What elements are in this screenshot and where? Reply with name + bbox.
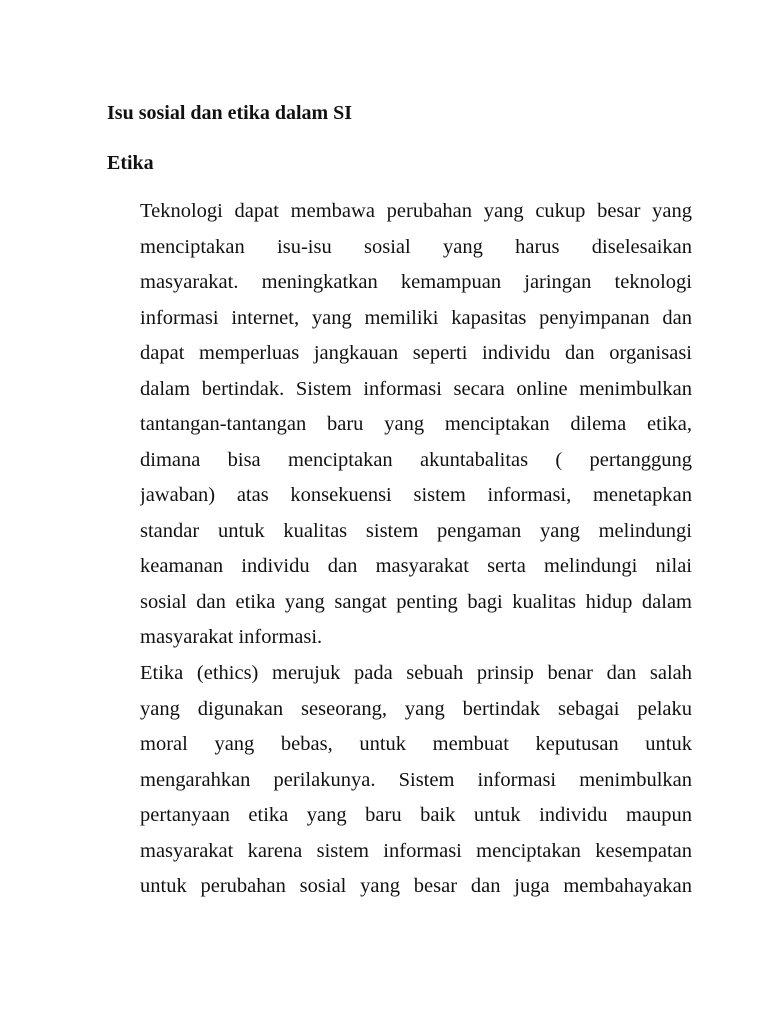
paragraph-line: masyarakat informasi. <box>140 626 323 648</box>
paragraph-line: masyarakat. meningkatkan kemampuan jaringan teknologi <box>140 271 692 293</box>
paragraph-line: moral yang bebas, untuk membuat keputusan untuk <box>140 733 692 755</box>
paragraph-line: dapat memperluas jangkauan seperti individu dan organisasi <box>140 342 692 364</box>
paragraph-line: standar untuk kualitas sistem pengaman yang melindungi <box>140 519 692 542</box>
paragraph-line: Etika (ethics) merujuk pada sebuah prinsip benar dan salah <box>140 662 692 684</box>
paragraph-line: tantangan-tantangan baru yang menciptakan dilema etika, <box>140 413 692 435</box>
section-heading: Etika <box>107 152 154 174</box>
paragraph-line: dalam bertindak. Sistem informasi secara online menimbulkan <box>140 377 692 400</box>
paragraph-2 <box>140 656 692 905</box>
paragraph-line: sosial dan etika yang sangat penting bagi kualitas hidup dalam <box>140 590 692 613</box>
paragraph-line: menciptakan isu-isu sosial yang harus diselesaikan <box>140 235 692 258</box>
paragraph-line: jawaban) atas konsekuensi sistem informasi, menetapkan <box>140 484 692 506</box>
paragraph-line: masyarakat karena sistem informasi menciptakan kesempatan <box>140 839 692 862</box>
document-title: Isu sosial dan etika dalam SI <box>107 102 353 124</box>
paragraph-line: dimana bisa menciptakan akuntabalitas ( pertanggung <box>140 448 692 471</box>
paragraph-1 <box>140 194 692 656</box>
paragraph-line: yang digunakan seseorang, yang bertindak sebagai pelaku <box>140 697 692 720</box>
paragraph-line: keamanan individu dan masyarakat serta melindungi nilai <box>140 555 692 577</box>
paragraph-line: informasi internet, yang memiliki kapasitas penyimpanan dan <box>140 306 692 329</box>
paragraph-line: pertanyaan etika yang baru baik untuk individu maupun <box>140 804 692 826</box>
paragraph-line: Teknologi dapat membawa perubahan yang cukup besar yang <box>140 200 692 222</box>
paragraph-line: untuk perubahan sosial yang besar dan juga membahayakan <box>140 875 692 897</box>
paragraph-line: mengarahkan perilakunya. Sistem informasi menimbulkan <box>140 768 692 791</box>
